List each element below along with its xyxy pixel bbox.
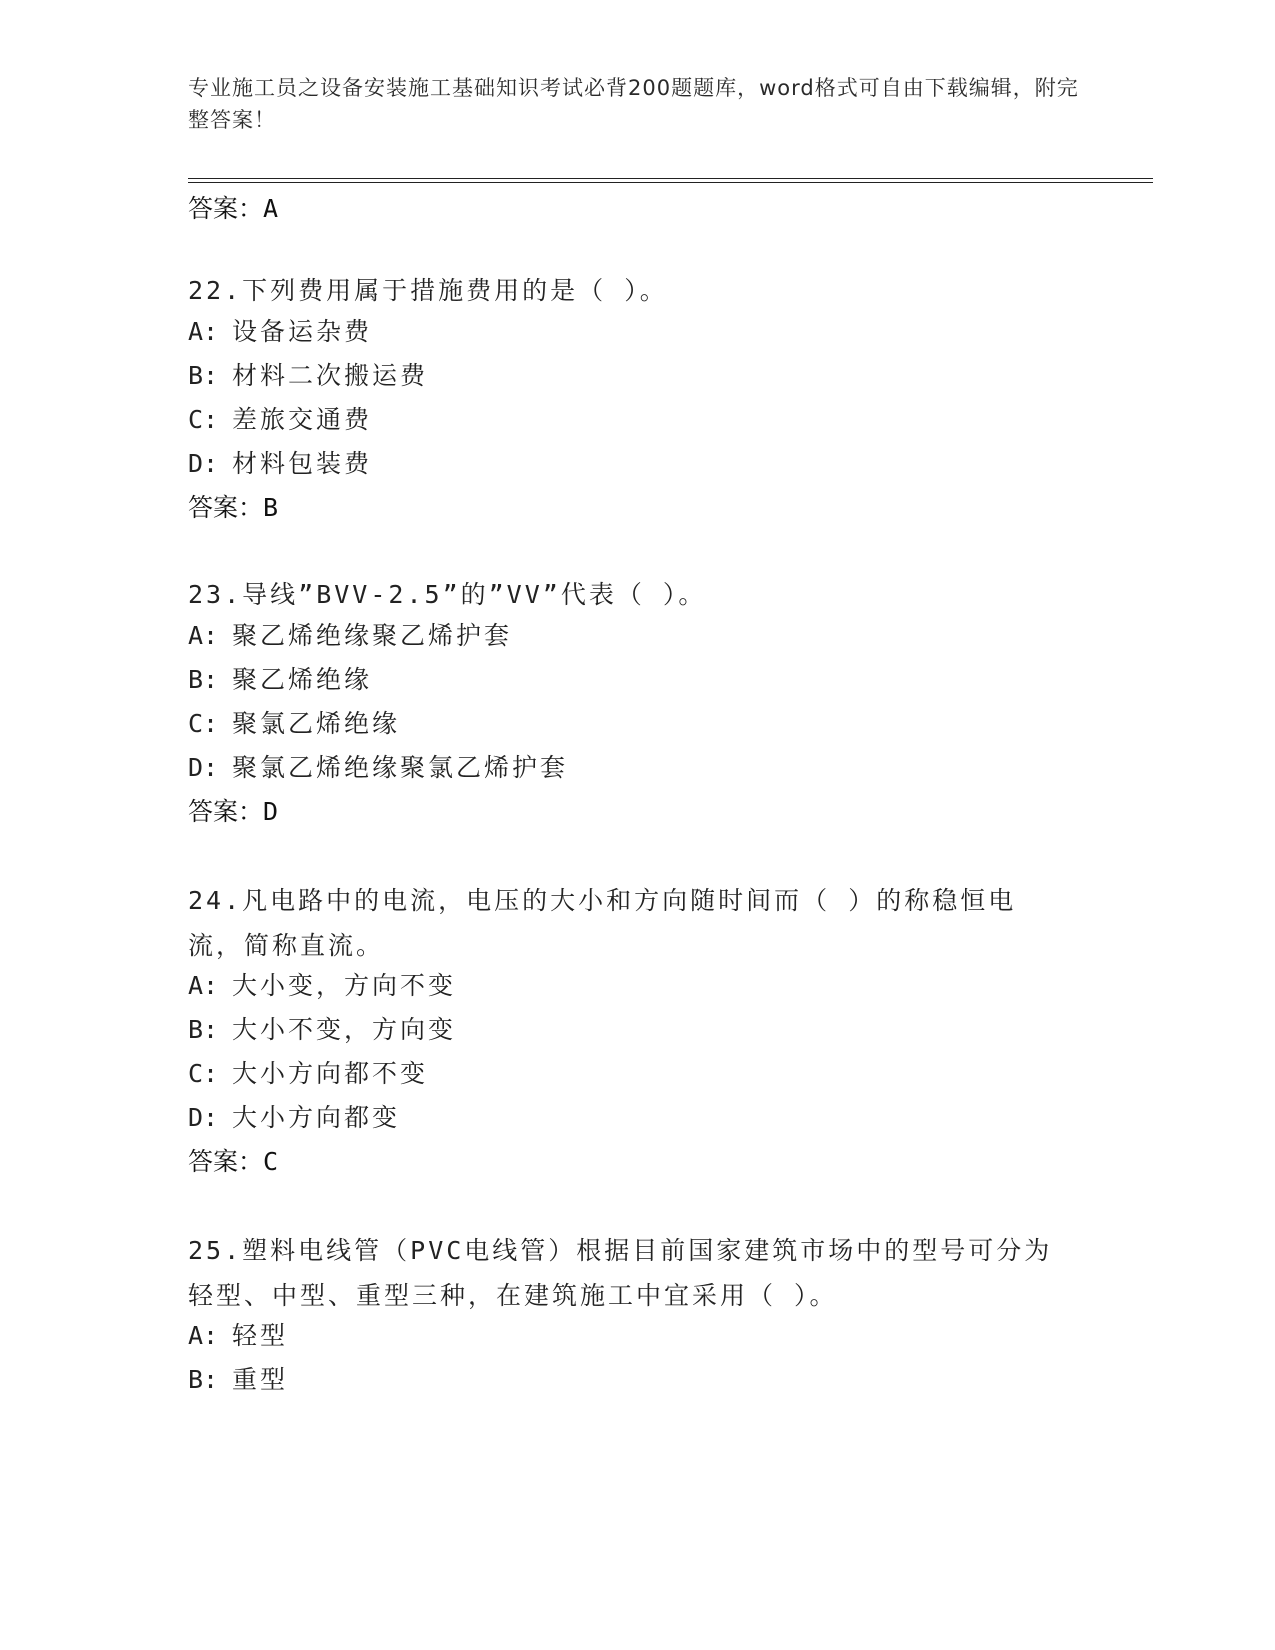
option-b — [188, 1364, 288, 1396]
answer-line — [188, 193, 278, 225]
option-d — [188, 448, 372, 480]
question-stem: 23.导线”BVV-2.5”的”VV”代表（ ）。 — [188, 580, 707, 609]
option-b — [188, 360, 428, 392]
option-letter: C: — [188, 1059, 219, 1088]
option-letter: B: — [188, 665, 219, 694]
option-letter: A: — [188, 317, 219, 346]
option-c — [188, 1058, 428, 1090]
option-letter: D: — [188, 1103, 219, 1132]
option-c — [188, 708, 400, 740]
answer-label: 答案： — [188, 1147, 264, 1176]
option-letter: D: — [188, 449, 219, 478]
answer-label: 答案： — [188, 797, 264, 826]
answer-label: 答案： — [188, 194, 264, 223]
option-b — [188, 664, 372, 696]
option-letter: A: — [188, 1321, 219, 1350]
header-divider-bottom — [188, 182, 1153, 183]
answer-line — [188, 1146, 278, 1178]
option-text: 聚氯乙烯绝缘 — [232, 709, 401, 738]
document-header: 专业施工员之设备安装施工基础知识考试必背200题题库，word格式可自由下载编辑，附完整答案！ — [188, 76, 1079, 132]
option-letter: A: — [188, 621, 219, 650]
option-text: 材料二次搬运费 — [232, 361, 429, 390]
question-stem: 25.塑料电线管（PVC电线管）根据目前国家建筑市场中的型号可分为轻型、中型、重型三种，在建筑施工中宜采用（ ）。 — [188, 1236, 1053, 1310]
option-a — [188, 970, 456, 1002]
answer-line — [188, 492, 278, 524]
option-text: 差旅交通费 — [232, 405, 373, 434]
option-text: 设备运杂费 — [232, 317, 373, 346]
option-a — [188, 1320, 288, 1352]
option-c — [188, 404, 372, 436]
answer-value: C — [263, 1147, 279, 1176]
option-text: 大小变，方向不变 — [232, 971, 457, 1000]
option-text: 重型 — [232, 1365, 289, 1394]
option-text: 轻型 — [232, 1321, 289, 1350]
answer-label: 答案： — [188, 493, 264, 522]
option-text: 聚乙烯绝缘 — [232, 665, 373, 694]
option-text: 聚乙烯绝缘聚乙烯护套 — [232, 621, 513, 650]
option-text: 大小方向都变 — [232, 1103, 401, 1132]
option-text: 材料包装费 — [232, 449, 373, 478]
answer-value: D — [263, 797, 279, 826]
option-a — [188, 620, 512, 652]
option-b — [188, 1014, 456, 1046]
option-letter: D: — [188, 753, 219, 782]
option-letter: C: — [188, 709, 219, 738]
option-letter: C: — [188, 405, 219, 434]
option-letter: B: — [188, 361, 219, 390]
option-letter: B: — [188, 1015, 219, 1044]
option-letter: B: — [188, 1365, 219, 1394]
answer-value: A — [263, 194, 279, 223]
option-text: 大小不变，方向变 — [232, 1015, 457, 1044]
option-a — [188, 316, 372, 348]
option-text: 大小方向都不变 — [232, 1059, 429, 1088]
question-stem: 22.下列费用属于措施费用的是（ ）。 — [188, 276, 668, 305]
header-divider-top — [188, 178, 1153, 179]
option-text: 聚氯乙烯绝缘聚氯乙烯护套 — [232, 753, 569, 782]
option-d — [188, 1102, 400, 1134]
answer-line — [188, 796, 278, 828]
answer-value: B — [263, 493, 279, 522]
option-d — [188, 752, 568, 784]
option-letter: A: — [188, 971, 219, 1000]
question-stem: 24.凡电路中的电流，电压的大小和方向随时间而（ ）的称稳恒电流，简称直流。 — [188, 886, 1017, 960]
